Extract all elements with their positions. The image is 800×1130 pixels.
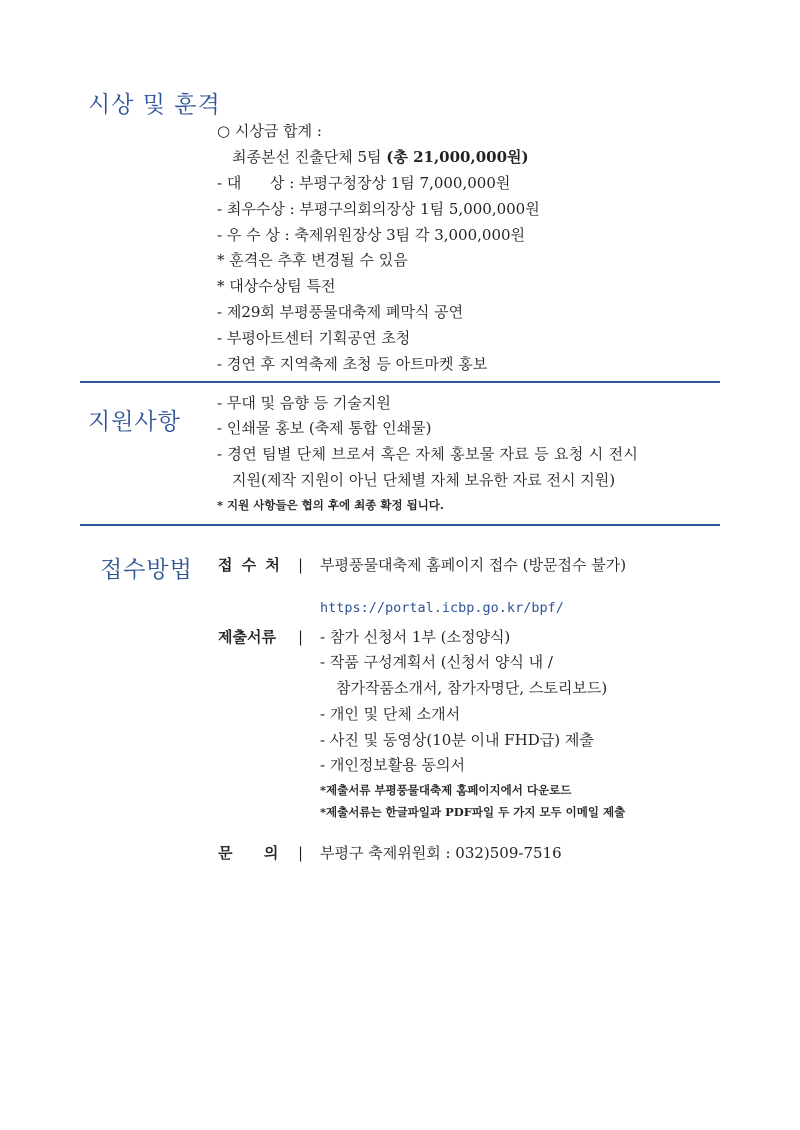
support-section-title: 지원사항: [88, 409, 181, 435]
support-item-1: - 무대 및 음향 등 기술지원: [217, 394, 391, 412]
finalists-text: 최종본선 진출단체 5팀: [232, 148, 382, 166]
doc-item-1: - 참가 신청서 1부 (소정양식): [320, 628, 511, 646]
benefit-note: * 대상수상팀 특전: [217, 277, 336, 295]
doc-item-4: - 사진 및 동영상(10분 이내 FHD급) 제출: [320, 731, 594, 749]
receipt-separator: |: [298, 556, 304, 574]
doc-item-2-cont: 참가작품소개서, 참가자명단, 스토리보드): [336, 679, 608, 697]
docs-note-1: *제출서류 부평풍물대축제 홈페이지에서 다운로드: [320, 783, 572, 797]
merit-prize-line: - 우 수 상 : 축제위원장상 3팀 각 3,000,000원: [217, 226, 526, 244]
support-item-2: - 인쇄물 홍보 (축제 통합 인쇄물): [217, 419, 432, 437]
benefit-item-3: - 경연 후 지역축제 초청 등 아트마켓 홍보: [217, 355, 488, 373]
awards-section-title: 시상 및 훈격: [88, 92, 221, 118]
receipt-value: 부평풍물대축제 홈페이지 접수 (방문접수 불가): [320, 556, 627, 574]
receipt-url-link[interactable]: https://portal.icbp.go.kr/bpf/: [320, 600, 564, 616]
award-change-note: * 훈격은 추후 변경될 수 있음: [217, 251, 408, 269]
application-section-title: 접수방법: [100, 557, 193, 583]
doc-item-2: - 작품 구성계획서 (신청서 양식 내 /: [320, 653, 553, 671]
docs-separator: |: [298, 628, 304, 646]
doc-item-3: - 개인 및 단체 소개서: [320, 705, 461, 723]
section-divider-2: [80, 524, 720, 526]
contact-label: 문 의: [218, 844, 279, 862]
benefit-item-1: - 제29회 부평풍물대축제 폐막식 공연: [217, 303, 464, 321]
excellence-prize-line: - 최우수상 : 부평구의회의장상 1팀 5,000,000원: [217, 200, 540, 218]
finalists-total: (총 21,000,000원): [386, 148, 529, 166]
contact-separator: |: [298, 844, 304, 862]
docs-note-2: *제출서류는 한글파일과 PDF파일 두 가지 모두 이메일 제출: [320, 805, 626, 819]
receipt-label: 접 수 처: [218, 556, 282, 574]
docs-label: 제출서류: [218, 628, 276, 646]
doc-item-5: - 개인정보활용 동의서: [320, 756, 466, 774]
support-item-3-cont: 지원(제작 지원이 아닌 단체별 자체 보유한 자료 전시 지원): [232, 471, 616, 489]
support-item-3: - 경연 팀별 단체 브로셔 혹은 자체 홍보물 자료 등 요청 시 전시: [217, 445, 639, 463]
support-note: * 지원 사항들은 협의 후에 최종 확정 됩니다.: [217, 498, 444, 512]
section-divider-1: [80, 381, 720, 383]
contact-value: 부평구 축제위원회 : 032)509-7516: [320, 844, 562, 862]
grand-prize-line: - 대 상 : 부평구청장상 1팀 7,000,000원: [217, 174, 511, 192]
prize-total-label: ○ 시상금 합계 :: [217, 122, 322, 140]
finalists-line: [232, 147, 529, 167]
benefit-item-2: - 부평아트센터 기획공연 초청: [217, 329, 411, 347]
